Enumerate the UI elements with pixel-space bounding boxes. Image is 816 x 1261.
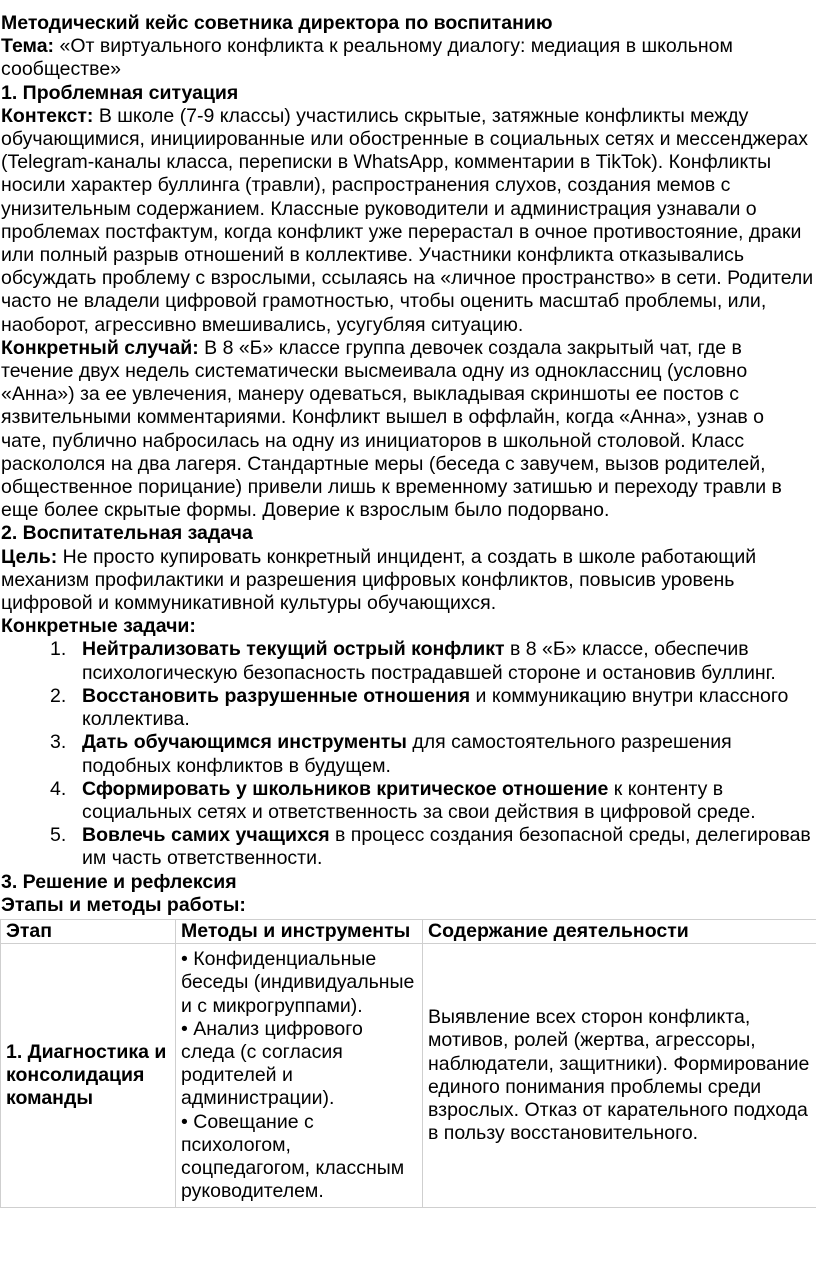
list-item-text: в процесс создания безопасной среды, делегировав им часть ответственности. <box>82 824 811 870</box>
list-item-text: к контенту в социальных сетях и ответственность за свои действия в цифровой среде. <box>82 777 756 823</box>
content-cell: Выявление всех сторон конфликта, мотивов, ролей (жертва, агрессоры, наблюдатели, защитники). Формирование единого понимания проблемы среди взрослых. Отказ от карательного подхода в пользу восстановительного. <box>423 944 816 1208</box>
section1-heading: 1. Проблемная ситуация <box>1 81 239 104</box>
list-item-bold: Нейтрализовать текущий острый конфликт <box>82 638 505 661</box>
theme-text: «От виртуального конфликта к реальному диалогу: медиация в школьном сообществе» <box>1 35 733 81</box>
stages-heading: Этапы и методы работы: <box>1 893 246 916</box>
list-item-text: для самостоятельного разрешения подобных конфликтов в будущем. <box>82 731 732 777</box>
theme-label: Тема: <box>1 35 55 58</box>
theme-paragraph <box>0 35 816 81</box>
list-item-number: 5. <box>50 824 67 847</box>
goal-text: Не просто купировать конкретный инцидент, а создать в школе работающий механизм профилактики и разрешения цифровых конфликтов, повысив уровень цифровой и коммуникативной культуры обучающихся. <box>1 545 757 615</box>
method-item: • Анализ цифрового следа (с согласия родителей и администрации). <box>181 1017 363 1110</box>
methods-cell <box>176 944 423 1208</box>
case-text: В 8 «Б» классе группа девочек создала закрытый чат, где в течение двух недель систематически высмеивала одну из одноклассниц (условно «Анна») за ее увлечения, манеру одеваться, выкладывая скриншоты ее постов с язвительными комментариями. Конфликт вышел в оффлайн, когда «Анна», узнав о чате, публично набросилась на одну из инициаторов в школьной столовой. Класс раскололся на два лагеря. Стандартные меры (беседа с завучем, вызов родителей, общественное порицание) привели лишь к временному затишью и переходу травли в еще более скрытые формы. Доверие к взрослым было подорвано. <box>1 336 782 522</box>
list-item-text: и коммуникацию внутри классного коллектива. <box>82 684 789 731</box>
method-item: • Совещание с психологом, соцпедагогом, классным руководителем. <box>181 1110 405 1203</box>
table-header-row <box>1 919 816 943</box>
list-item-bold: Вовлечь самих учащихся <box>82 824 330 847</box>
document-title: Методический кейс советника директора по воспитанию <box>1 12 553 34</box>
list-item <box>0 731 816 777</box>
list-item-bold: Сформировать у школьников критическое отношение <box>82 777 609 800</box>
goal-paragraph <box>0 546 816 616</box>
column-header-methods: Методы и инструменты <box>176 919 423 943</box>
list-item-bold: Восстановить разрушенные отношения <box>82 684 471 707</box>
tasks-heading: Конкретные задачи: <box>1 615 196 638</box>
case-label: Конкретный случай: <box>1 336 199 359</box>
list-item-number: 2. <box>50 684 67 707</box>
table-row <box>1 944 816 1208</box>
goal-label: Цель: <box>1 545 58 568</box>
column-header-content: Содержание деятельности <box>423 919 816 943</box>
column-header-stage: Этап <box>1 919 176 943</box>
stages-table <box>0 919 816 1208</box>
case-paragraph <box>0 337 816 523</box>
list-item-bold: Дать обучающимся инструменты <box>82 731 407 754</box>
list-item-number: 3. <box>50 731 67 754</box>
list-item <box>0 638 816 684</box>
section2-heading: 2. Воспитательная задача <box>1 522 253 545</box>
list-item <box>0 824 816 870</box>
list-item-number: 4. <box>50 777 67 800</box>
section3-heading: 3. Решение и рефлексия <box>1 870 237 893</box>
list-item-text: в 8 «Б» классе, обеспечив психологическую безопасность пострадавшей стороне и остановив буллинг. <box>82 638 776 684</box>
context-paragraph <box>0 105 816 337</box>
list-item <box>0 778 816 824</box>
context-label: Контекст: <box>1 104 94 127</box>
list-item <box>0 685 816 731</box>
method-item: • Конфиденциальные беседы (индивидуальные и с микрогруппами). <box>181 948 415 1017</box>
tasks-list <box>0 638 816 870</box>
document-page <box>0 12 816 1208</box>
stage-cell: 1. Диагностика и консолидация команды <box>1 944 176 1208</box>
context-text: В школе (7-9 классы) участились скрытые, затяжные конфликты между обучающимися, инициированные или обостренные в социальных сетях и мессенджерах (Telegram-каналы класса, переписки в WhatsApp, комментарии в TikTok). Конфликты носили характер буллинга (травли), распространения слухов, создания мемов с унизительным содержанием. Классные руководители и администрация узнавали о проблемах постфактум, когда конфликт уже перерастал в очное противостояние, драки или полный разрыв отношений в коллективе. Участники конфликта отказывались обсуждать проблему с взрослыми, ссылаясь на «личное пространство» в сети. Родители часто не владели цифровой грамотностью, чтобы оценить масштаб проблемы, или, наоборот, агрессивно вмешивались, усугубляя ситуацию. <box>1 104 814 336</box>
list-item-number: 1. <box>50 638 67 661</box>
